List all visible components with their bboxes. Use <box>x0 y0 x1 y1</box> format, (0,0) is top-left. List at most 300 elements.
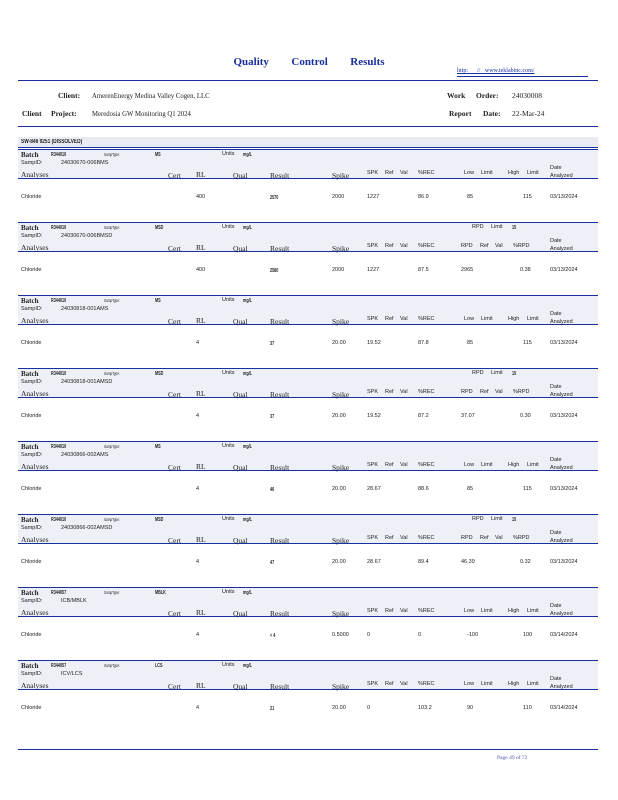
analyte-name: Chloride <box>21 340 42 346</box>
link-slashes: // <box>477 68 481 74</box>
pct-rpd-header: %RPD <box>513 389 530 395</box>
low-header: Low <box>464 316 475 322</box>
qual-header: Qual <box>233 536 248 545</box>
link-url: www.teklabinc.com/ <box>484 68 535 74</box>
spk-ref-value: 19.52 <box>367 413 381 419</box>
rl-header: RL <box>196 462 206 471</box>
result-header: Result <box>270 244 290 253</box>
units-label: Units <box>222 662 235 668</box>
rpd-ref-header: RPD <box>461 535 473 541</box>
val-header: Val <box>400 170 408 176</box>
rec-value: 87.2 <box>418 413 429 419</box>
batch-label: Batch <box>21 443 39 451</box>
low-limit-value: 85 <box>467 340 474 346</box>
qc-block <box>18 587 598 661</box>
sampid-label: SampID: <box>21 233 43 239</box>
high-limit-value: 115 <box>523 340 532 346</box>
batch-label: Batch <box>21 662 39 670</box>
rpd-ref-value: 37.07 <box>461 413 475 419</box>
rpd-ref-label: Ref <box>480 389 489 395</box>
client-label: Client: <box>58 91 81 100</box>
link-prefix: http: <box>457 68 469 74</box>
ref-header: Ref <box>385 316 394 322</box>
batch-label: Batch <box>21 589 39 597</box>
result-header: Result <box>270 390 290 399</box>
result-value: 2570 <box>270 195 279 201</box>
batch-id: R344010 <box>51 225 67 231</box>
rl-header: RL <box>196 170 206 179</box>
low-header: Low <box>464 170 475 176</box>
cert-header: Cert <box>168 463 181 472</box>
rl-value: 4 <box>196 340 200 346</box>
samptype-value: MS <box>155 298 161 304</box>
samptype-label: SampType: <box>104 517 120 522</box>
spike-value: 20.00 <box>332 559 346 565</box>
sampid-label: SampID: <box>21 160 43 166</box>
sampid-value: 24030818-001AMS <box>61 306 109 312</box>
result-value: 37 <box>270 341 275 347</box>
spike-value: 20.00 <box>332 705 346 711</box>
high-limit-header: Limit <box>527 681 539 687</box>
column-header-rule <box>18 178 598 179</box>
cert-header: Cert <box>168 317 181 326</box>
high-limit-value: 115 <box>523 194 532 200</box>
date-analyzed: 03/13/2024 <box>550 486 578 492</box>
analyzed-header: Analyzed <box>550 684 573 690</box>
analyzed-header: Analyzed <box>550 246 573 252</box>
rec-value: 87.8 <box>418 340 429 346</box>
spk-header: SPK <box>367 316 379 322</box>
spike-header: Spike <box>332 317 350 326</box>
analyses-header: Analyses <box>21 608 49 617</box>
batch-id: R344057 <box>51 663 67 669</box>
rpd-limit-word: Limit <box>491 224 503 230</box>
units-value: mg/L <box>243 444 252 450</box>
units-value: mg/L <box>243 663 252 669</box>
rec-value: 0 <box>418 632 422 638</box>
date-header: Date <box>550 676 562 682</box>
spk-header: SPK <box>367 243 379 249</box>
sampid-label: SampID: <box>21 598 43 604</box>
result-value: 2580 <box>270 268 279 274</box>
samptype-value: MBLK <box>155 590 166 596</box>
batch-id: R344010 <box>51 371 67 377</box>
block-top-rule <box>18 149 598 150</box>
qual-header: Qual <box>233 244 248 253</box>
qual-header: Qual <box>233 682 248 691</box>
analyzed-header: Analyzed <box>550 611 573 617</box>
rec-value: 87.5 <box>418 267 429 273</box>
header-rule-bottom <box>18 126 598 127</box>
high-header: High <box>508 462 520 468</box>
qual-header: Qual <box>233 609 248 618</box>
project-name: Meredosia GW Monitoring Q1 2024 <box>92 109 191 118</box>
date-header: Date <box>550 530 562 536</box>
client2-label: Client <box>22 109 42 118</box>
order-number: 24030008 <box>512 91 542 100</box>
samptype-value: MS <box>155 444 161 450</box>
analyte-name: Chloride <box>21 705 42 711</box>
low-limit-header: Limit <box>481 170 493 176</box>
rpd-ref-header: RPD <box>461 389 473 395</box>
rl-value: 4 <box>196 632 200 638</box>
rl-header: RL <box>196 535 206 544</box>
rpd-value: 0.38 <box>520 267 531 273</box>
ref-header: Ref <box>385 243 394 249</box>
column-header-rule <box>18 251 598 252</box>
date-analyzed: 03/14/2024 <box>550 632 578 638</box>
spk-header: SPK <box>367 170 379 176</box>
samptype-label: SampType: <box>104 152 120 157</box>
qc-block <box>18 222 598 296</box>
low-limit-header: Limit <box>481 316 493 322</box>
rl-value: 400 <box>196 194 206 200</box>
result-header: Result <box>270 609 290 618</box>
sampid-value: 24030866-002AMS <box>61 452 109 458</box>
block-top-rule <box>18 368 598 369</box>
sampid-value: ICB/MBLK <box>61 598 87 604</box>
rpd-val-label: Val <box>495 243 503 249</box>
qc-block <box>18 441 598 515</box>
block-top-rule <box>18 295 598 296</box>
units-value: mg/L <box>243 298 252 304</box>
date-analyzed: 03/13/2024 <box>550 194 578 200</box>
high-limit-value: 110 <box>523 705 532 711</box>
rpd-ref-header: RPD <box>461 243 473 249</box>
qc-block <box>18 149 598 223</box>
rpd-limit-word: Limit <box>491 370 503 376</box>
analyses-header: Analyses <box>21 535 49 544</box>
date-analyzed: 03/13/2024 <box>550 413 578 419</box>
date-analyzed: 03/13/2024 <box>550 340 578 346</box>
samptype-label: SampType: <box>104 225 120 230</box>
spk-ref-value: 19.52 <box>367 340 381 346</box>
analyte-name: Chloride <box>21 267 42 273</box>
date-header: Date <box>550 603 562 609</box>
low-limit-value: -100 <box>467 632 479 638</box>
analyzed-header: Analyzed <box>550 392 573 398</box>
rl-header: RL <box>196 389 206 398</box>
sampid-value: 24030670-006BMS <box>61 160 109 166</box>
batch-id: R344010 <box>51 152 67 158</box>
samptype-label: SampType: <box>104 444 120 449</box>
units-value: mg/L <box>243 225 252 231</box>
samptype-label: SampType: <box>104 663 120 668</box>
val-header: Val <box>400 389 408 395</box>
pct-rpd-header: %RPD <box>513 535 530 541</box>
units-label: Units <box>222 443 235 449</box>
units-label: Units <box>222 297 235 303</box>
rec-header: %REC <box>418 681 435 687</box>
rl-header: RL <box>196 243 206 252</box>
units-label: Units <box>222 151 235 157</box>
samptype-label: SampType: <box>104 371 120 376</box>
rl-value: 400 <box>196 267 206 273</box>
title-word-quality: Quality <box>233 56 269 68</box>
title-word-control: Control <box>291 56 328 68</box>
rl-header: RL <box>196 681 206 690</box>
batch-label: Batch <box>21 516 39 524</box>
spk-header: SPK <box>367 681 379 687</box>
spk-header: SPK <box>367 462 379 468</box>
spk-ref-value: 0 <box>367 632 371 638</box>
samptype-value: MS <box>155 152 161 158</box>
units-label: Units <box>222 589 235 595</box>
column-header-rule <box>18 689 598 690</box>
date-header: Date <box>550 311 562 317</box>
ref-header: Ref <box>385 389 394 395</box>
spk-header: SPK <box>367 535 379 541</box>
units-label: Units <box>222 370 235 376</box>
spk-ref-value: 0 <box>367 705 371 711</box>
rpd-limit-word: Limit <box>491 516 503 522</box>
high-limit-value: 115 <box>523 486 532 492</box>
block-top-rule <box>18 441 598 442</box>
high-limit-header: Limit <box>527 608 539 614</box>
spike-header: Spike <box>332 463 350 472</box>
analyte-name: Chloride <box>21 194 42 200</box>
date-label: Date: <box>483 109 501 118</box>
report-date: 22-Mar-24 <box>512 109 545 118</box>
val-header: Val <box>400 462 408 468</box>
rpd-limit-value: 15 <box>512 517 517 523</box>
analyte-name: Chloride <box>21 632 42 638</box>
val-header: Val <box>400 608 408 614</box>
sampid-label: SampID: <box>21 452 43 458</box>
val-header: Val <box>400 681 408 687</box>
sampid-value: 24030866-002AMSD <box>61 525 113 531</box>
result-header: Result <box>270 171 290 180</box>
rpd-ref-value: 2965 <box>461 267 474 273</box>
rpd-limit-label: RPD <box>472 370 484 376</box>
qc-block <box>18 514 598 588</box>
result-value: < 4 <box>270 633 276 639</box>
spk-ref-value: 28.67 <box>367 559 381 565</box>
order-label: Order: <box>476 91 499 100</box>
sampid-value: 24030818-001AMSD <box>61 379 113 385</box>
analyses-header: Analyses <box>21 462 49 471</box>
units-label: Units <box>222 516 235 522</box>
spike-header: Spike <box>332 171 350 180</box>
spike-value: 2000 <box>332 267 345 273</box>
qual-header: Qual <box>233 463 248 472</box>
batch-id: R344010 <box>51 517 67 523</box>
rpd-limit-label: RPD <box>472 516 484 522</box>
rec-value: 103.2 <box>418 705 432 711</box>
analyses-header: Analyses <box>21 170 49 179</box>
rec-header: %REC <box>418 535 435 541</box>
analyses-header: Analyses <box>21 681 49 690</box>
date-header: Date <box>550 238 562 244</box>
high-limit-header: Limit <box>527 462 539 468</box>
project-label: Project: <box>51 109 77 118</box>
sampid-label: SampID: <box>21 379 43 385</box>
date-header: Date <box>550 457 562 463</box>
low-limit-value: 85 <box>467 194 474 200</box>
low-header: Low <box>464 681 475 687</box>
units-value: mg/L <box>243 517 252 523</box>
spike-value: 0.5000 <box>332 632 349 638</box>
qc-block <box>18 368 598 442</box>
rec-header: %REC <box>418 462 435 468</box>
analyses-header: Analyses <box>21 389 49 398</box>
analyte-name: Chloride <box>21 486 42 492</box>
ref-header: Ref <box>385 170 394 176</box>
pct-rpd-header: %RPD <box>513 243 530 249</box>
samptype-label: SampType: <box>104 298 120 303</box>
rpd-ref-label: Ref <box>480 535 489 541</box>
low-header: Low <box>464 608 475 614</box>
analyzed-header: Analyzed <box>550 173 573 179</box>
high-header: High <box>508 681 520 687</box>
sampid-value: 24030670-006BMSD <box>61 233 113 239</box>
low-limit-header: Limit <box>481 608 493 614</box>
units-value: mg/L <box>243 590 252 596</box>
cert-header: Cert <box>168 171 181 180</box>
rl-header: RL <box>196 316 206 325</box>
spk-header: SPK <box>367 608 379 614</box>
rpd-limit-value: 15 <box>512 371 517 377</box>
result-header: Result <box>270 317 290 326</box>
qual-header: Qual <box>233 171 248 180</box>
lab-website-link[interactable] <box>457 68 534 74</box>
rpd-limit-value: 15 <box>512 225 517 231</box>
rec-header: %REC <box>418 243 435 249</box>
report-label: Report <box>449 109 472 118</box>
sampid-label: SampID: <box>21 306 43 312</box>
method-section-label: SW-846 9251 (DISSOLVED) <box>21 139 83 145</box>
samptype-value: MSD <box>155 517 164 523</box>
result-value: 21 <box>270 706 275 712</box>
samptype-label: SampType: <box>104 590 120 595</box>
batch-id: R344057 <box>51 590 67 596</box>
rl-value: 4 <box>196 705 200 711</box>
page-number: Page 49 of 72 <box>497 755 528 761</box>
analyses-header: Analyses <box>21 316 49 325</box>
block-top-rule <box>18 660 598 661</box>
rec-value: 89.4 <box>418 559 429 565</box>
rec-header: %REC <box>418 608 435 614</box>
spk-ref-value: 28.67 <box>367 486 381 492</box>
rec-value: 88.6 <box>418 486 429 492</box>
samptype-value: MSD <box>155 371 164 377</box>
cert-header: Cert <box>168 536 181 545</box>
analyte-name: Chloride <box>21 559 42 565</box>
analyzed-header: Analyzed <box>550 538 573 544</box>
link-underline <box>457 76 588 77</box>
spike-header: Spike <box>332 244 350 253</box>
header-rule-top <box>18 80 598 81</box>
samptype-value: LCS <box>155 663 163 669</box>
spike-header: Spike <box>332 609 350 618</box>
analyzed-header: Analyzed <box>550 319 573 325</box>
result-value: 47 <box>270 560 275 566</box>
result-value: 46 <box>270 487 275 493</box>
analyses-header: Analyses <box>21 243 49 252</box>
block-top-rule <box>18 514 598 515</box>
spike-value: 20.00 <box>332 340 346 346</box>
ref-header: Ref <box>385 681 394 687</box>
spike-value: 20.00 <box>332 486 346 492</box>
units-value: mg/L <box>243 371 252 377</box>
spk-ref-value: 1227 <box>367 267 380 273</box>
spk-header: SPK <box>367 389 379 395</box>
method-section-bar <box>18 137 598 148</box>
units-label: Units <box>222 224 235 230</box>
sampid-label: SampID: <box>21 671 43 677</box>
rpd-ref-label: Ref <box>480 243 489 249</box>
high-limit-header: Limit <box>527 316 539 322</box>
batch-id: R344010 <box>51 298 67 304</box>
ref-header: Ref <box>385 608 394 614</box>
low-limit-header: Limit <box>481 681 493 687</box>
high-header: High <box>508 170 520 176</box>
cert-header: Cert <box>168 609 181 618</box>
val-header: Val <box>400 316 408 322</box>
spike-header: Spike <box>332 536 350 545</box>
batch-label: Batch <box>21 151 39 159</box>
date-header: Date <box>550 384 562 390</box>
spike-value: 2000 <box>332 194 345 200</box>
analyzed-header: Analyzed <box>550 465 573 471</box>
units-value: mg/L <box>243 152 252 158</box>
column-header-rule <box>18 397 598 398</box>
rpd-limit-label: RPD <box>472 224 484 230</box>
sampid-label: SampID: <box>21 525 43 531</box>
batch-label: Batch <box>21 224 39 232</box>
rl-value: 4 <box>196 559 200 565</box>
column-header-rule <box>18 470 598 471</box>
rl-value: 4 <box>196 413 200 419</box>
high-limit-header: Limit <box>527 170 539 176</box>
rec-value: 86.9 <box>418 194 429 200</box>
samptype-value: MSD <box>155 225 164 231</box>
high-header: High <box>508 608 520 614</box>
rec-header: %REC <box>418 389 435 395</box>
title-word-results: Results <box>350 56 385 68</box>
batch-label: Batch <box>21 370 39 378</box>
rpd-val-label: Val <box>495 535 503 541</box>
result-header: Result <box>270 463 290 472</box>
qc-block <box>18 660 598 734</box>
column-header-rule <box>18 616 598 617</box>
sampid-value: ICV/LCS <box>61 671 83 677</box>
date-header: Date <box>550 165 562 171</box>
batch-id: R344010 <box>51 444 67 450</box>
high-header: High <box>508 316 520 322</box>
rpd-ref-value: 46.39 <box>461 559 475 565</box>
low-limit-value: 85 <box>467 486 474 492</box>
qual-header: Qual <box>233 317 248 326</box>
low-header: Low <box>464 462 475 468</box>
spike-value: 20.00 <box>332 413 346 419</box>
ref-header: Ref <box>385 462 394 468</box>
val-header: Val <box>400 535 408 541</box>
client-name: AmerenEnergy Medina Valley Cogen, LLC <box>92 91 210 100</box>
cert-header: Cert <box>168 244 181 253</box>
ref-header: Ref <box>385 535 394 541</box>
spike-header: Spike <box>332 682 350 691</box>
date-analyzed: 03/13/2024 <box>550 267 578 273</box>
rpd-value: 0.32 <box>520 559 531 565</box>
cert-header: Cert <box>168 682 181 691</box>
rec-header: %REC <box>418 170 435 176</box>
rl-value: 4 <box>196 486 200 492</box>
val-header: Val <box>400 243 408 249</box>
result-value: 37 <box>270 414 275 420</box>
result-header: Result <box>270 682 290 691</box>
cert-header: Cert <box>168 390 181 399</box>
